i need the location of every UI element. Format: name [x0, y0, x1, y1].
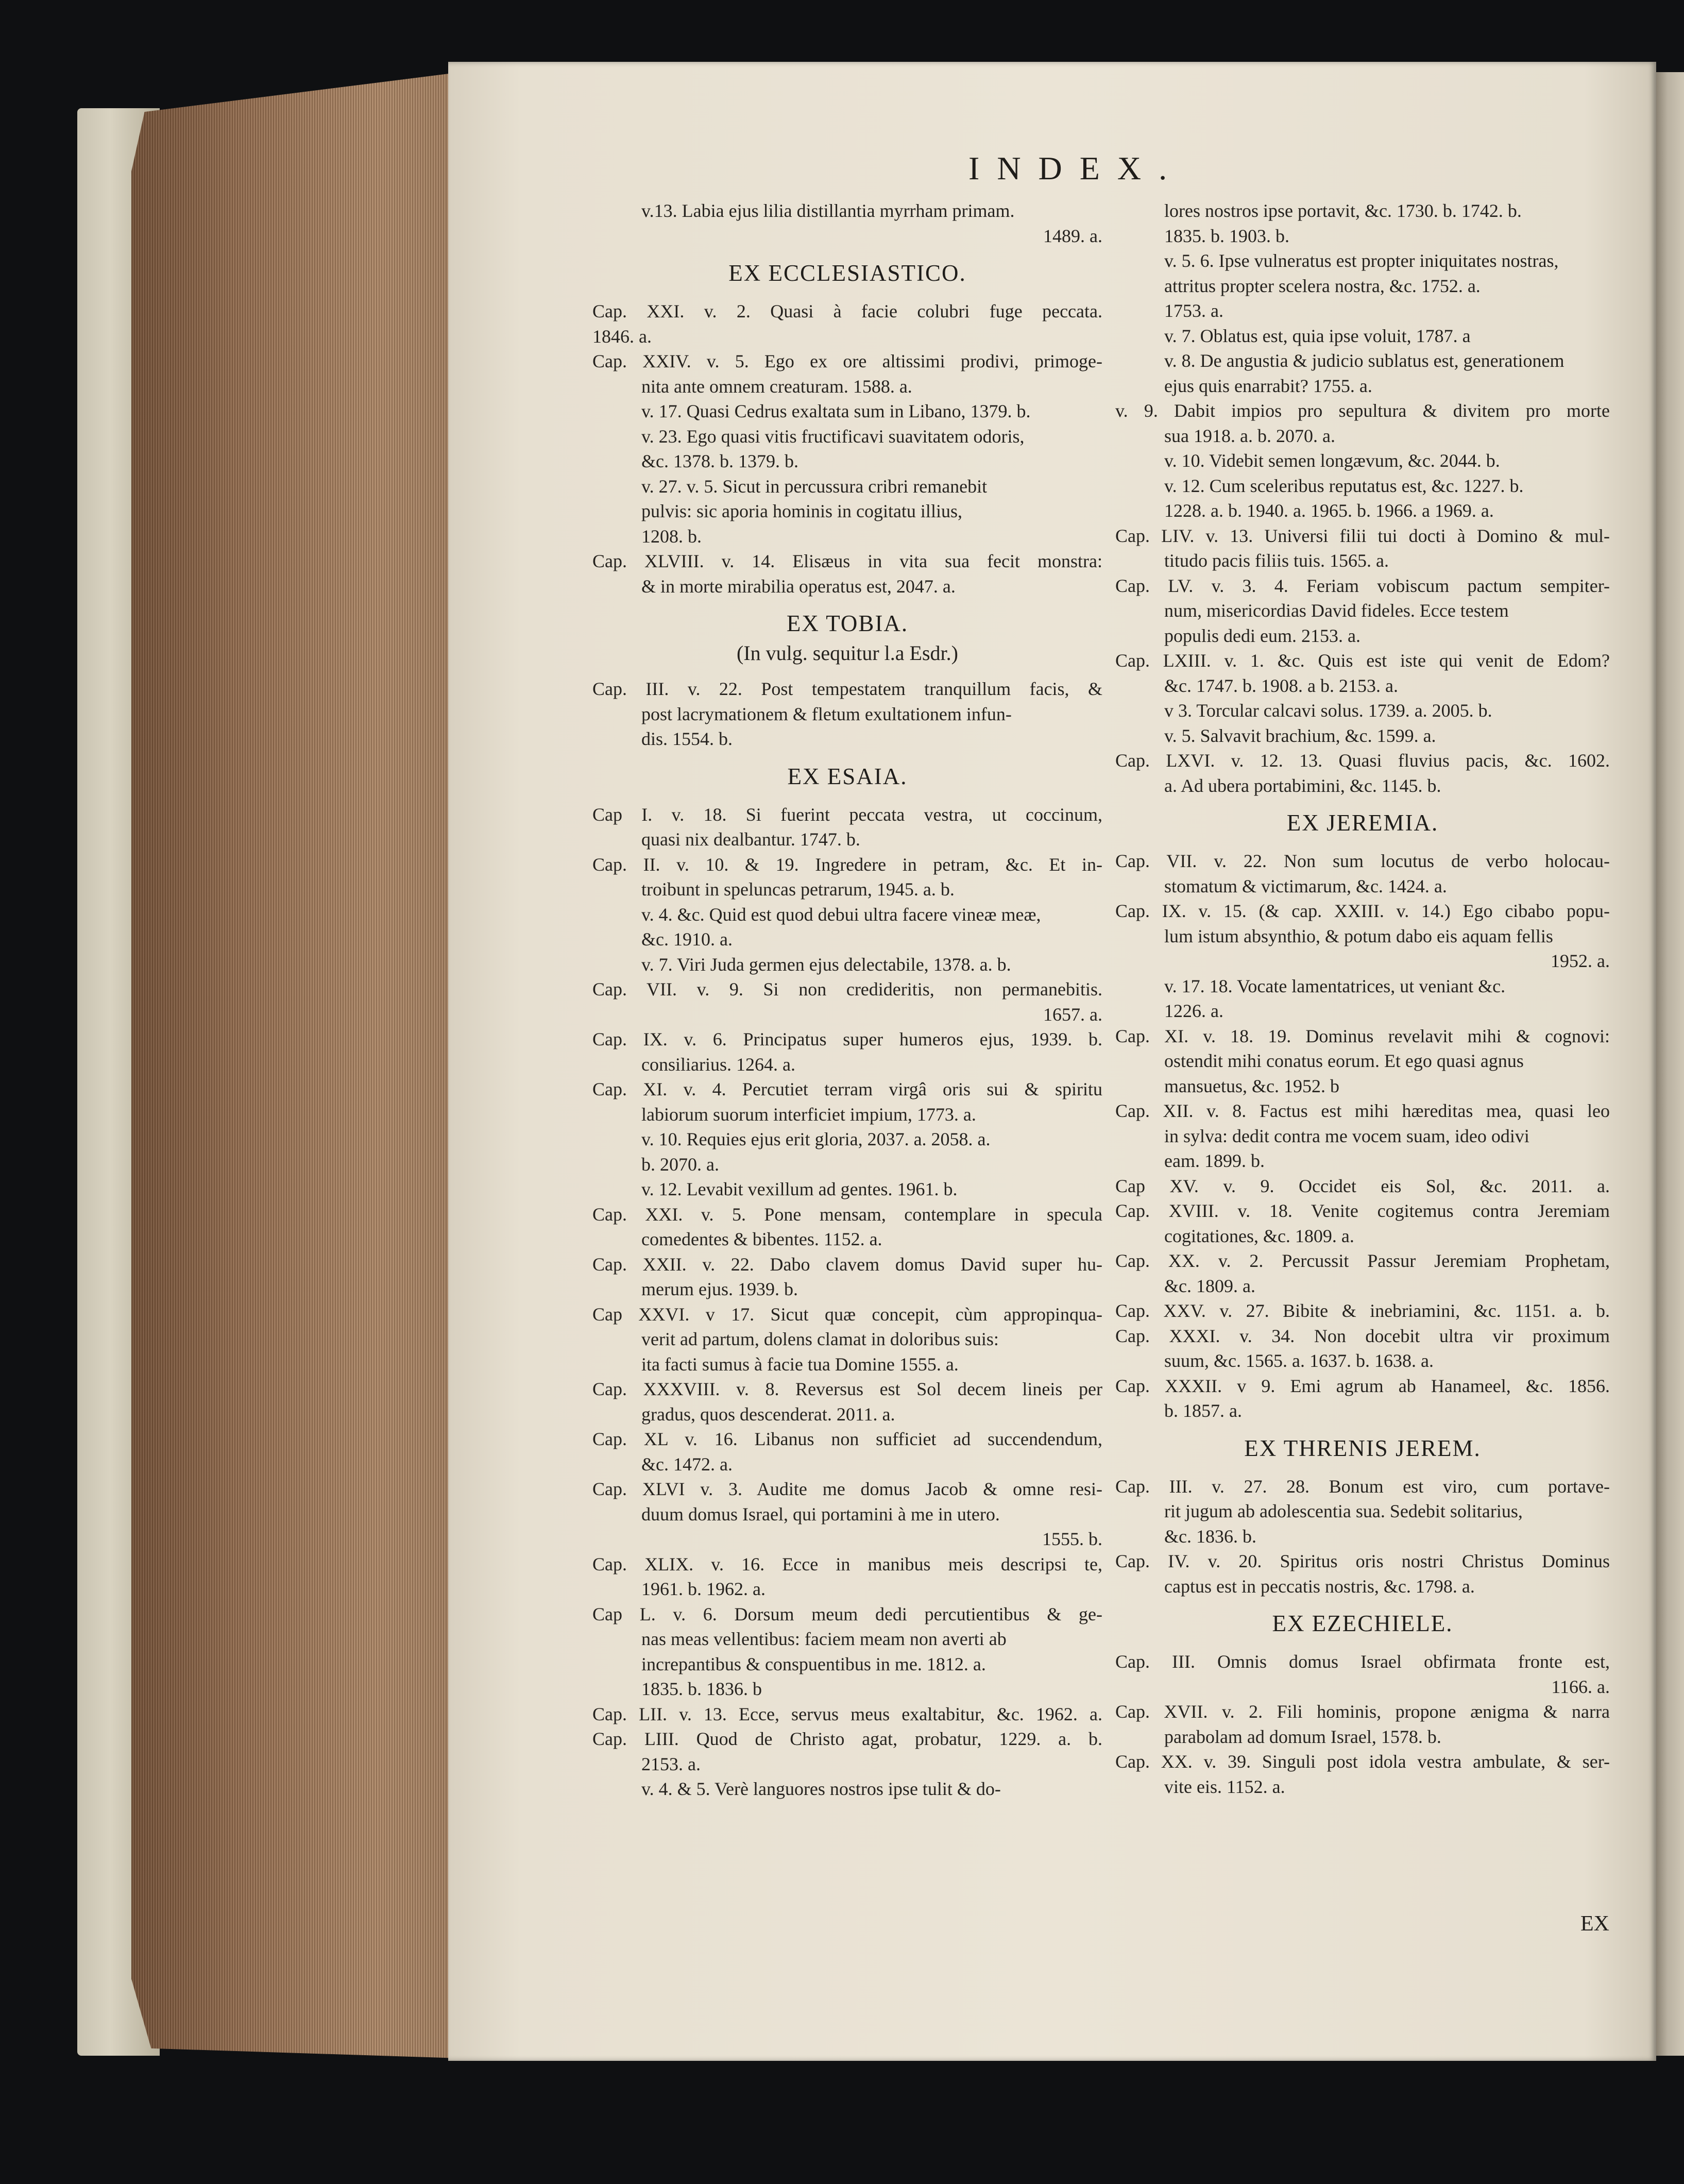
entry-line: dis. 1554. b.: [641, 729, 733, 749]
entry-line: 1835. b. 1903. b.: [1164, 225, 1289, 246]
entry-line: Cap. III. Omnis domus Israel obfirmata fronte est,: [1115, 1651, 1610, 1672]
section-subheading: (In vulg. sequitur l.a Esdr.): [737, 641, 958, 665]
section-heading: EX TOBIA.: [786, 611, 909, 636]
index-entry: [592, 1776, 1102, 1802]
entry-line: eam. 1899. b.: [1164, 1150, 1265, 1171]
entry-line: &c. 1472. a.: [641, 1453, 733, 1475]
entry-line: v. 7. Oblatus est, quia ipse voluit, 1787. a: [1164, 325, 1471, 346]
entry-line: ostendit mihi conatus eorum. Et ego quasi agnus: [1164, 1051, 1524, 1071]
entry-line: 1166. a.: [1551, 1676, 1610, 1697]
entry-line: Cap XXVI. v 17. Sicut quæ concepit, cùm appropinqua-: [592, 1303, 1102, 1325]
left-column: [592, 198, 1102, 1802]
index-entry: [592, 1177, 1102, 1202]
index-entry: [1115, 324, 1610, 349]
entry-line: Cap. XXII. v. 22. Dabo clavem domus David super hu-: [592, 1254, 1102, 1275]
entry-line: Cap. XLIX. v. 16. Ecce in manibus meis descripsi te,: [592, 1553, 1102, 1574]
index-entry: [592, 1302, 1102, 1377]
index-entry: [1115, 348, 1610, 398]
entry-line: gradus, quos descenderat. 2011. a.: [641, 1403, 895, 1425]
entry-line: v. 12. Levabit vexillum ad gentes. 1961. b.: [641, 1179, 958, 1199]
entry-line: 1952. a.: [1551, 951, 1610, 971]
index-entry: [1115, 648, 1610, 698]
index-entry: [1115, 1699, 1610, 1749]
entry-line: &c. 1910. a.: [641, 929, 733, 950]
index-entry: [1115, 698, 1610, 723]
index-entry: [1115, 1474, 1610, 1549]
entry-line: 1555. b.: [1042, 1529, 1102, 1549]
index-entry: [592, 349, 1102, 399]
entry-line: 1489. a.: [1043, 225, 1102, 246]
entry-line: &c. 1836. b.: [1164, 1526, 1256, 1547]
index-entry: [592, 1427, 1102, 1477]
entry-line: v. 17. Quasi Cedrus exaltata sum in Libano, 1379. b.: [641, 401, 1031, 421]
index-entry: [1115, 523, 1610, 573]
entry-line: parabolam ad domum Israel, 1578. b.: [1164, 1726, 1441, 1747]
entry-line: Cap. XXV. v. 27. Bibite & inebriamini, &c. 1151. a. b.: [1115, 1300, 1610, 1321]
entry-line: lores nostros ipse portavit, &c. 1730. b. 1742. b.: [1164, 200, 1522, 221]
index-entry: [1115, 473, 1610, 523]
entry-line: Cap. LV. v. 3. 4. Feriam vobiscum pactum sempiter-: [1115, 575, 1610, 596]
index-entry: [592, 1252, 1102, 1302]
entry-line: Cap. XXI. v. 2. Quasi à facie colubri fuge peccata.: [592, 301, 1102, 321]
entry-line: pulvis: sic aporia hominis in cogitatu illius,: [641, 501, 962, 521]
entry-line: v. 23. Ego quasi vitis fructificavi suavitatem odoris,: [641, 426, 1025, 447]
entry-line: cogitationes, &c. 1809. a.: [1164, 1225, 1354, 1246]
entry-line: v. 27. v. 5. Sicut in percussura cribri remanebit: [641, 476, 988, 497]
index-entry: [1115, 1324, 1610, 1374]
index-entry: [592, 399, 1102, 424]
index-entry: [1115, 1024, 1610, 1099]
entry-line: b. 2070. a.: [641, 1154, 719, 1175]
index-entry: [1115, 1649, 1610, 1699]
entry-line: Cap. XX. v. 2. Percussit Passur Jeremiam Prophetam,: [1115, 1250, 1610, 1271]
index-entry: [592, 1477, 1102, 1552]
entry-line: 1846. a.: [592, 326, 652, 347]
entry-line: Cap. XII. v. 8. Factus est mihi hæreditas mea, quasi leo: [1115, 1101, 1610, 1121]
entry-line: Cap. III. v. 27. 28. Bonum est viro, cum portave-: [1115, 1476, 1610, 1497]
entry-line: Cap. IX. v. 6. Principatus super humeros ejus, 1939. b.: [592, 1029, 1102, 1049]
entry-line: 1835. b. 1836. b: [641, 1679, 762, 1699]
entry-line: Cap. XL v. 16. Libanus non sufficiet ad succendendum,: [592, 1429, 1102, 1449]
entry-line: Cap. XXXVIII. v. 8. Reversus est Sol decem lineis per: [592, 1379, 1102, 1399]
index-entry: [592, 198, 1102, 248]
entry-line: Cap. LIV. v. 13. Universi filii tui docti à Domino & mul-: [1115, 525, 1610, 546]
index-entry: [1115, 1749, 1610, 1799]
section-heading: EX THRENIS JEREM.: [1244, 1435, 1481, 1461]
entry-line: Cap. LXIII. v. 1. &c. Quis est iste qui venit de Edom?: [1115, 650, 1610, 671]
entry-line: Cap. VII. v. 22. Non sum locutus de verbo holocau-: [1115, 851, 1610, 871]
entry-line: v.13. Labia ejus lilia distillantia myrrham primam.: [641, 200, 1015, 221]
entry-line: Cap. XLVIII. v. 14. Elisæus in vita sua fecit monstra:: [592, 551, 1102, 571]
entry-line: in sylva: dedit contra me vocem suam, ideo odivi: [1164, 1125, 1529, 1146]
entry-line: v. 5. Salvavit brachium, &c. 1599. a.: [1164, 725, 1436, 746]
entry-line: labiorum suorum interficiet impium, 1773. a.: [641, 1104, 976, 1125]
index-entry: [592, 977, 1102, 1027]
catchword: EX: [1580, 1912, 1609, 1936]
entry-line: lum istum absynthio, & potum dabo eis aquam fellis: [1164, 925, 1553, 946]
index-entry: [1115, 974, 1610, 1024]
index-entry: [592, 1702, 1102, 1727]
entry-line: comedentes & bibentes. 1152. a.: [641, 1229, 882, 1249]
entry-line: 1208. b.: [641, 526, 702, 547]
index-entry: [1115, 723, 1610, 749]
index-entry: [592, 299, 1102, 349]
entry-line: & in morte mirabilia operatus est, 2047. a.: [641, 575, 956, 597]
index-entry: [592, 1377, 1102, 1427]
entry-line: rit jugum ab adolescentia sua. Sedebit solitarius,: [1164, 1501, 1523, 1521]
index-entry: [592, 1602, 1102, 1702]
entry-line: b. 1857. a.: [1164, 1400, 1242, 1421]
index-entry: [1115, 1549, 1610, 1599]
entry-line: v. 4. &c. Quid est quod debui ultra facere vineæ meæ,: [641, 904, 1041, 925]
entry-line: Cap. III. v. 22. Post tempestatem tranquillum facis, &: [592, 679, 1102, 699]
entry-line: nas meas vellentibus: faciem meam non averti ab: [641, 1629, 1007, 1649]
entry-line: post lacrymationem & fletum exultationem infun-: [641, 703, 1012, 724]
index-entry: [1115, 573, 1610, 649]
entry-line: Cap. XXIV. v. 5. Ego ex ore altissimi prodivi, primoge-: [592, 351, 1102, 371]
index-entry: [592, 952, 1102, 977]
section-heading: EX EZECHIELE.: [1272, 1611, 1453, 1636]
entry-line: Cap I. v. 18. Si fuerint peccata vestra, ut coccinum,: [592, 804, 1102, 825]
entry-line: v. 7. Viri Juda germen ejus delectabile, 1378. a. b.: [641, 954, 1011, 975]
entry-line: 1753. a.: [1164, 300, 1223, 321]
index-entry: [592, 1552, 1102, 1602]
entry-line: duum domus Israel, qui portamini à me in utero.: [641, 1503, 1000, 1525]
section-heading: EX ECCLESIASTICO.: [728, 260, 966, 286]
entry-line: troibunt in speluncas petrarum, 1945. a. b.: [641, 879, 955, 900]
entry-line: 1228. a. b. 1940. a. 1965. b. 1966. a 1969. a.: [1164, 500, 1494, 521]
running-head: INDEX.: [968, 150, 1185, 187]
entry-line: v. 8. De angustia & judicio sublatus est, generationem: [1164, 350, 1564, 371]
entry-line: v. 9. Dabit impios pro sepultura & divitem pro morte: [1115, 400, 1610, 421]
facing-page-edge: [1656, 72, 1684, 2056]
index-entry: [1115, 1174, 1610, 1199]
entry-line: Cap. IV. v. 20. Spiritus oris nostri Christus Dominus: [1115, 1551, 1610, 1571]
page-edges: [131, 72, 461, 2058]
entry-line: Cap. II. v. 10. & 19. Ingredere in petram, &c. Et in-: [592, 854, 1102, 875]
index-entry: [1115, 1374, 1610, 1424]
index-entry: [592, 676, 1102, 752]
index-entry: [1115, 448, 1610, 473]
entry-line: ita facti sumus à facie tua Domine 1555. a.: [641, 1353, 959, 1375]
index-entry: [1115, 748, 1610, 798]
index-entry: [592, 852, 1102, 902]
entry-line: Cap XV. v. 9. Occidet eis Sol, &c. 2011. a.: [1115, 1175, 1610, 1196]
entry-line: consiliarius. 1264. a.: [641, 1054, 795, 1075]
section-heading: EX JEREMIA.: [1286, 810, 1439, 836]
entry-line: merum ejus. 1939. b.: [641, 1279, 798, 1299]
entry-line: &c. 1747. b. 1908. a b. 2153. a.: [1164, 675, 1398, 696]
entry-line: nita ante omnem creaturam. 1588. a.: [641, 376, 912, 397]
entry-line: Cap. XX. v. 39. Singuli post idola vestra ambulate, & ser-: [1115, 1751, 1610, 1772]
entry-line: v 3. Torcular calcavi solus. 1739. a. 2005. b.: [1164, 700, 1492, 721]
entry-line: verit ad partum, dolens clamat in doloribus suis:: [641, 1329, 999, 1349]
entry-line: 1961. b. 1962. a.: [641, 1579, 766, 1599]
entry-line: mansuetus, &c. 1952. b: [1164, 1075, 1339, 1096]
entry-line: vite eis. 1152. a.: [1164, 1776, 1285, 1797]
entry-line: 1226. a.: [1164, 1001, 1223, 1021]
index-entry: [1115, 198, 1610, 248]
index-entry: [592, 1202, 1102, 1252]
entry-line: Cap. XVIII. v. 18. Venite cogitemus contra Jeremiam: [1115, 1200, 1610, 1221]
entry-line: sua 1918. a. b. 2070. a.: [1164, 425, 1335, 446]
entry-line: Cap. XI. v. 18. 19. Dominus revelavit mihi & cognovi:: [1115, 1025, 1610, 1046]
entry-line: Cap. XXI. v. 5. Pone mensam, contemplare in specula: [592, 1204, 1102, 1225]
index-entry: [592, 549, 1102, 599]
index-entry: [592, 802, 1102, 852]
entry-line: ejus quis enarrabit? 1755. a.: [1164, 375, 1372, 396]
entry-line: titudo pacis filiis tuis. 1565. a.: [1164, 550, 1389, 571]
entry-line: num, misericordias David fideles. Ecce testem: [1164, 600, 1509, 621]
entry-line: attritus propter scelera nostra, &c. 1752. a.: [1164, 275, 1481, 296]
entry-line: populis dedi eum. 2153. a.: [1164, 625, 1360, 646]
entry-line: v. 10. Requies ejus erit gloria, 2037. a. 2058. a.: [641, 1129, 991, 1149]
entry-line: v. 17. 18. Vocate lamentatrices, ut veniant &c.: [1164, 975, 1506, 996]
index-entry: [1115, 1098, 1610, 1174]
entry-line: a. Ad ubera portabimini, &c. 1145. b.: [1164, 775, 1441, 796]
entry-line: &c. 1809. a.: [1164, 1275, 1255, 1296]
entry-line: Cap L. v. 6. Dorsum meum dedi percutientibus & ge-: [592, 1603, 1102, 1624]
entry-line: Cap. LIII. Quod de Christo agat, probatur, 1229. a. b.: [592, 1729, 1102, 1749]
entry-line: &c. 1378. b. 1379. b.: [641, 451, 798, 471]
entry-line: 1657. a.: [1043, 1004, 1102, 1025]
index-entry: [592, 902, 1102, 952]
entry-line: 2153. a.: [641, 1753, 701, 1774]
entry-line: stomatum & victimarum, &c. 1424. a.: [1164, 875, 1447, 896]
entry-line: Cap. IX. v. 15. (& cap. XXIII. v. 14.) Ego cibabo popu-: [1115, 901, 1610, 921]
entry-line: v. 4. & 5. Verè languores nostros ipse tulit & do-: [641, 1779, 1001, 1799]
entry-line: Cap. XVII. v. 2. Fili hominis, propone ænigma & narra: [1115, 1701, 1610, 1722]
index-entry: [592, 1027, 1102, 1077]
index-entry: [1115, 1198, 1610, 1248]
entry-line: v. 5. 6. Ipse vulneratus est propter iniquitates nostras,: [1164, 250, 1559, 271]
index-entry: [1115, 1298, 1610, 1324]
entry-line: v. 10. Videbit semen longævum, &c. 2044. b.: [1164, 450, 1500, 471]
index-entry: [1115, 1248, 1610, 1298]
entry-line: Cap. XXXII. v 9. Emi agrum ab Hanameel, &c. 1856.: [1115, 1375, 1610, 1396]
entry-line: Cap. XLVI v. 3. Audite me domus Jacob & omne resi-: [592, 1479, 1102, 1499]
section-heading: EX ESAIA.: [787, 763, 908, 789]
entry-line: Cap. LXVI. v. 12. 13. Quasi fluvius pacis, &c. 1602.: [1115, 750, 1610, 771]
entry-line: Cap. LII. v. 13. Ecce, servus meus exaltabitur, &c. 1962. a.: [592, 1703, 1102, 1724]
entry-line: Cap. VII. v. 9. Si non credideritis, non permanebitis.: [592, 979, 1102, 1000]
entry-line: suum, &c. 1565. a. 1637. b. 1638. a.: [1164, 1350, 1434, 1371]
entry-line: increpantibus & conspuentibus in me. 1812. a.: [641, 1653, 986, 1674]
index-entry: [1115, 899, 1610, 974]
index-entry: [592, 1127, 1102, 1177]
index-entry: [592, 474, 1102, 549]
index-entry: [592, 424, 1102, 474]
entry-line: v. 12. Cum sceleribus reputatus est, &c. 1227. b.: [1164, 475, 1524, 496]
entry-line: Cap. XXXI. v. 34. Non docebit ultra vir proximum: [1115, 1325, 1610, 1346]
right-column: [1115, 198, 1610, 1799]
entry-line: Cap. XI. v. 4. Percutiet terram virgâ oris sui & spiritu: [592, 1079, 1102, 1099]
entry-line: captus est in peccatis nostris, &c. 1798. a.: [1164, 1576, 1475, 1597]
index-entry: [1115, 398, 1610, 448]
index-entry: [1115, 849, 1610, 899]
index-entry: [592, 1077, 1102, 1127]
index-entry: [592, 1726, 1102, 1776]
index-entry: [1115, 248, 1610, 324]
entry-line: quasi nix dealbantur. 1747. b.: [641, 829, 860, 850]
